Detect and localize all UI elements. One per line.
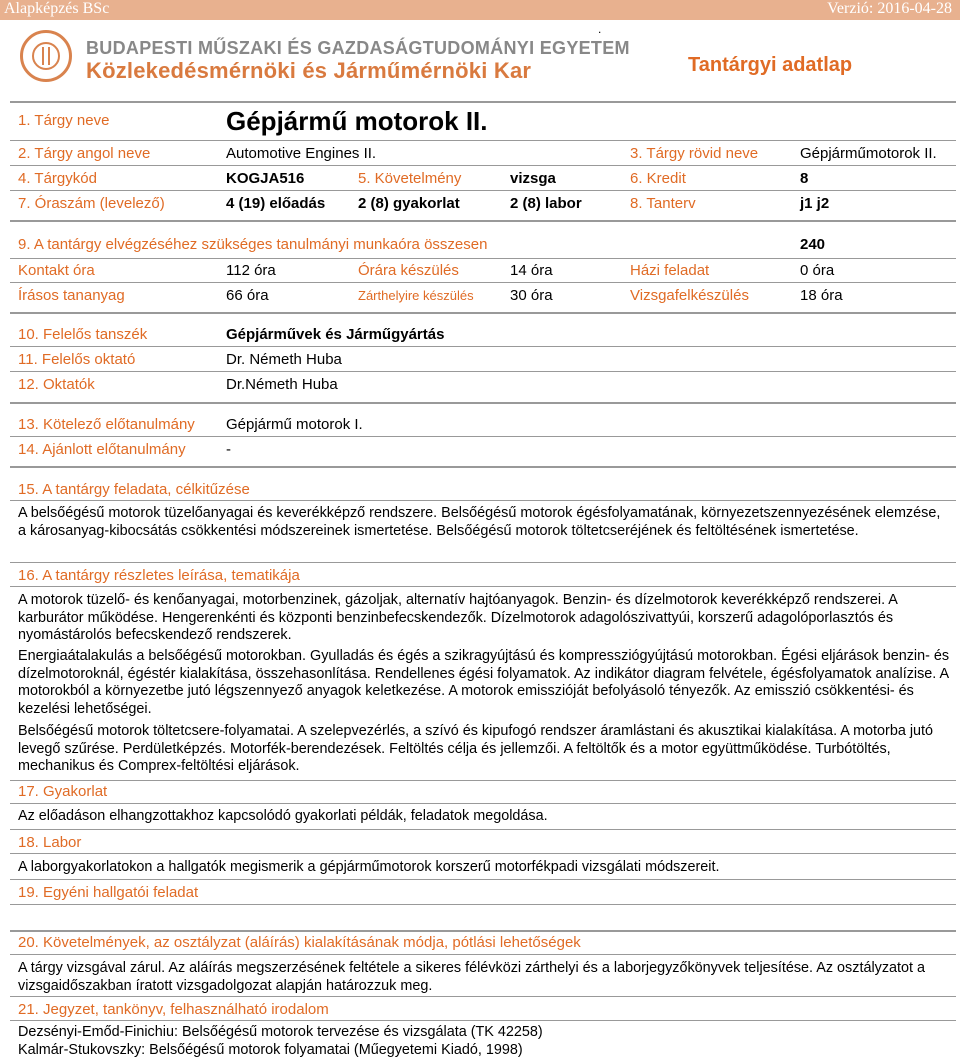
section-16-title: 16. A tantárgy részletes leírása, tematikája — [18, 567, 300, 584]
english-name-label: 2. Tárgy angol neve — [18, 145, 151, 162]
divider — [10, 402, 956, 404]
section-15-text: A belsőégésű motorok tüzelőanyagai és keverékképző rendszere. Belsőégésű motorok égésfolyamatának, környezetszennyezésének elemzése, a károsanyag-kibocsátás csökkentési módszereinek ismertetése. Belsőégésű motorok töltetcseréjének és feltöltésének ismertetése. — [18, 505, 941, 539]
english-name: Automotive Engines II. — [226, 145, 377, 162]
short-name-label: 3. Tárgy rövid neve — [630, 145, 759, 162]
divider — [10, 346, 956, 347]
contact-hours-label: Kontakt óra — [18, 262, 95, 279]
divider — [10, 930, 956, 932]
literature-item: Kalmár-Stukovszky: Belsőégésű motorok folyamatai (Műegyetemi Kiadó, 1998) — [18, 1042, 523, 1058]
credit-label: 6. Kredit — [630, 170, 686, 187]
top-bar — [0, 0, 960, 20]
divider — [10, 853, 956, 854]
section-16-paragraph: Energiaátalakulás a belsőégésű motorokban. Gyulladás és égés a szikragyújtású és kompressziógyújtású motorokban. Égési eljárások benzin- és dízelmotoroknál, égéstér kialakítása, összehasonlítása. Rendellenes égési folyamatok. Az indikátor diagram felvétele, égésfolyamatok analízise. A motorokból a környezetbe jutó légszennyező anyagok keletkezése. A motorok emisszióját befolyásoló tényezők. Az emisszió csökkentési- és kezelési lehetőségei. — [18, 648, 950, 717]
section-17-text: Az előadáson elhangzottakhoz kapcsolódó gyakorlati példák, feladatok megoldása. — [18, 808, 548, 824]
section-15-title: 15. A tantárgy feladata, célkitűzése — [18, 481, 250, 498]
university-logo-icon — [20, 30, 72, 82]
divider — [10, 140, 956, 141]
hours-label: 7. Óraszám (levelező) — [18, 195, 165, 212]
homework-label: Házi feladat — [630, 262, 710, 279]
section-20-title: 20. Követelmények, az osztályzat (aláírás) kialakításának módja, pótlási lehetőségek — [18, 934, 581, 951]
subject-code: KOGJA516 — [226, 170, 305, 187]
divider — [10, 436, 956, 437]
lab-hours: 2 (8) labor — [510, 195, 582, 212]
version-label: Verzió: 2016-04-28 — [827, 0, 952, 17]
curriculum-label: 8. Tanterv — [630, 195, 696, 212]
divider — [10, 829, 956, 830]
class-prep-label: Órára készülés — [358, 262, 459, 279]
section-16-paragraph: A motorok tüzelő- és kenőanyagai, motorbenzinek, gázoljak, alternatív hajtóanyagok. Benzin- és dízelmotorok keverékképző rendszerei. A karburátor működése. Hengerenkénti és központi benzinbefecskendezők. Dízelmotorok adagolószivattyúi, korszerű adagolóporlasztós és nyomástárolós befecskendező rendszerek. — [18, 592, 898, 643]
divider — [10, 562, 956, 563]
department-label: 10. Felelős tanszék — [18, 326, 148, 343]
divider — [10, 879, 956, 880]
section-21-title: 21. Jegyzet, tankönyv, felhasználható irodalom — [18, 1001, 329, 1018]
exam-prep: 18 óra — [800, 287, 843, 304]
divider — [10, 996, 956, 997]
requirement: vizsga — [510, 170, 556, 187]
prerequisite: Gépjármű motorok I. — [226, 416, 363, 433]
midterm-prep-label: Zárthelyire készülés — [358, 288, 474, 303]
divider — [10, 586, 956, 587]
divider — [10, 954, 956, 955]
prerequisite-label: 13. Kötelező előtanulmány — [18, 416, 195, 433]
section-18-text: A laborgyakorlatokon a hallgatók megismerik a gépjárműmotorok korszerű motorfékpadi vizsgálati módszereit. — [18, 859, 720, 875]
teachers-label: 12. Oktatók — [18, 376, 95, 393]
lecture-hours: 4 (19) előadás — [226, 195, 326, 212]
stray-dot: . — [598, 22, 602, 36]
faculty-name: Közlekedésmérnöki és Járműmérnöki Kar — [86, 58, 532, 83]
credit-value: 8 — [800, 170, 809, 187]
divider — [10, 312, 956, 314]
written-material-label: Írásos tananyag — [18, 287, 125, 304]
written-material: 66 óra — [226, 287, 269, 304]
curriculum-value: j1 j2 — [800, 195, 830, 212]
divider — [10, 190, 956, 191]
section-16-paragraph: Belsőégésű motorok töltetcsere-folyamatai. A szelepvezérlés, a szívó és kipufogó rendszer áramlástani és akusztikai kialakítása. A motorba jutó levegő szűrése. Perdületképzés. Motorfék-berendezések. Feltöltés célja és jellemzői. A feltöltők és a motor együttműködése. Turbótöltés, mechanikus és Comprex-feltöltési eljárások. — [18, 723, 934, 774]
divider — [10, 282, 956, 283]
divider — [10, 780, 956, 781]
short-name: Gépjárműmotorok II. — [800, 145, 937, 162]
recommended: - — [226, 441, 231, 458]
subject-name-label: 1. Tárgy neve — [18, 112, 110, 129]
section-19-title: 19. Egyéni hallgatói feladat — [18, 884, 199, 901]
literature-item: Dezsényi-Emőd-Finichiu: Belsőégésű motorok tervezése és vizsgálata (TK 42258) — [18, 1024, 543, 1040]
class-prep: 14 óra — [510, 262, 553, 279]
university-name: BUDAPESTI MŰSZAKI ÉS GAZDASÁGTUDOMÁNYI EGYETEM — [86, 38, 630, 58]
section-17-title: 17. Gyakorlat — [18, 783, 108, 800]
contact-hours: 112 óra — [226, 262, 276, 279]
practice-hours: 2 (8) gyakorlat — [358, 195, 460, 212]
divider — [10, 371, 956, 372]
program-level: Alapképzés BSc — [4, 0, 110, 17]
divider — [10, 101, 956, 103]
section-20-text: A tárgy vizsgával zárul. Az aláírás megszerzésének feltétele a sikeres félévközi zárthelyi és a laborjegyzőkönyvek teljesítése. Az osztályzatot a vizsgaidőszakban íratott vizsgadolgozat alapján határozzuk meg. — [18, 960, 926, 994]
document-title: Tantárgyi adatlap — [688, 54, 853, 76]
divider — [10, 165, 956, 166]
lead-teacher: Dr. Németh Huba — [226, 351, 342, 368]
workload-label: 9. A tantárgy elvégzéséhez szükséges tanulmányi munkaóra összesen — [18, 236, 488, 253]
divider — [10, 500, 956, 501]
workload-total: 240 — [800, 236, 826, 253]
divider — [10, 803, 956, 804]
homework: 0 óra — [800, 262, 835, 279]
section-18-title: 18. Labor — [18, 834, 82, 851]
midterm-prep: 30 óra — [510, 287, 553, 304]
divider — [10, 1020, 956, 1021]
divider — [10, 220, 956, 222]
divider — [10, 258, 956, 259]
divider — [10, 904, 956, 905]
department: Gépjárművek és Járműgyártás — [226, 326, 445, 343]
lead-teacher-label: 11. Felelős oktató — [18, 351, 136, 368]
code-label: 4. Tárgykód — [18, 170, 97, 187]
divider — [10, 466, 956, 468]
requirement-label: 5. Követelmény — [358, 170, 462, 187]
teachers: Dr.Németh Huba — [226, 376, 338, 393]
recommended-label: 14. Ajánlott előtanulmány — [18, 441, 186, 458]
exam-prep-label: Vizsgafelkészülés — [630, 287, 749, 304]
subject-name: Gépjármű motorok II. — [226, 106, 488, 136]
